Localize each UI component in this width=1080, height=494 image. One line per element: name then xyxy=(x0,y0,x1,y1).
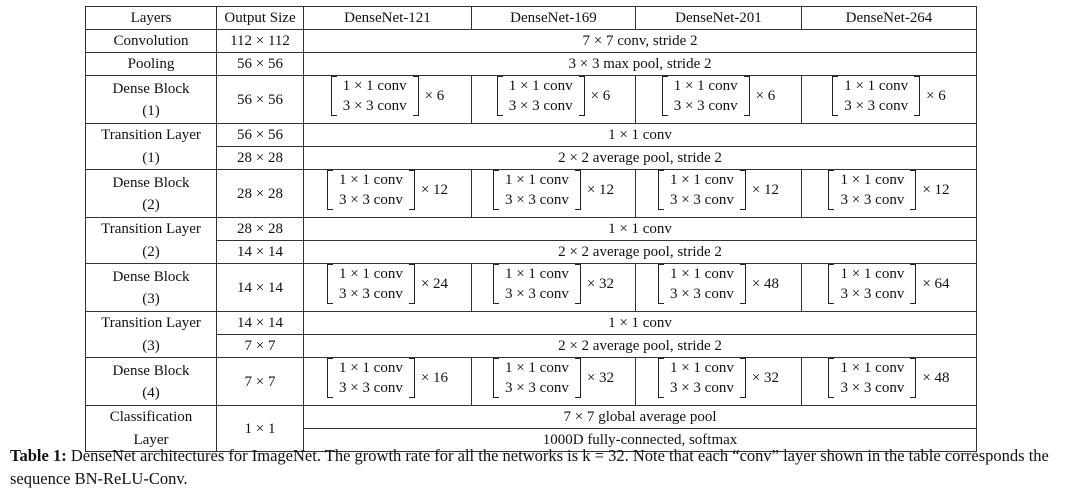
conv-line: 1 × 1 conv xyxy=(840,360,905,376)
conv-block xyxy=(832,76,946,116)
block-multiplier: × 48 xyxy=(922,370,950,386)
conv-line: 1 × 1 conv xyxy=(669,172,734,188)
output-size-cell: 7 × 7 xyxy=(217,358,304,406)
layer-name-cell xyxy=(86,358,217,406)
output-size-cell: 28 × 28 xyxy=(217,170,304,218)
caption-text: DenseNet architectures for ImageNet. The growth rate for all the networks is k = 32. Note that each “conv” layer shown in the table corresponds the sequence BN-ReLU-Conv. xyxy=(10,446,1049,488)
conv-line: 3 × 3 conv xyxy=(508,98,573,114)
conv-block xyxy=(493,358,614,398)
header-cell-layers: Layers xyxy=(86,7,217,30)
conv-block xyxy=(327,264,448,304)
output-size-cell: 14 × 14 xyxy=(217,241,304,264)
conv-block xyxy=(828,358,949,398)
conv-line: 1 × 1 conv xyxy=(673,78,738,94)
conv-stack xyxy=(499,264,575,304)
right-bracket-icon xyxy=(740,264,746,304)
layer-description-cell: 1 × 1 conv xyxy=(304,124,977,147)
right-bracket-icon xyxy=(740,170,746,210)
conv-line: 1 × 1 conv xyxy=(338,172,403,188)
conv-block xyxy=(331,76,445,116)
header-cell-densenet-121: DenseNet-121 xyxy=(304,7,472,30)
conv-line: 3 × 3 conv xyxy=(504,192,569,208)
conv-block-cell xyxy=(636,358,802,406)
block-multiplier: × 32 xyxy=(586,370,615,386)
block-multiplier: × 12 xyxy=(751,182,780,198)
conv-line: 3 × 3 conv xyxy=(504,380,569,396)
conv-block-cell xyxy=(802,358,977,406)
header-cell-output-size: Output Size xyxy=(217,7,304,30)
table-row xyxy=(86,241,977,264)
conv-line: 1 × 1 conv xyxy=(504,360,569,376)
block-multiplier: × 16 xyxy=(420,370,449,386)
layer-index-line: (4) xyxy=(142,384,160,401)
conv-block xyxy=(828,264,949,304)
conv-block xyxy=(327,170,448,210)
block-multiplier: × 32 xyxy=(586,276,615,292)
table-row xyxy=(86,124,977,147)
layer-index-line: (3) xyxy=(142,290,160,307)
header-cell-densenet-169: DenseNet-169 xyxy=(472,7,636,30)
block-multiplier: × 6 xyxy=(590,88,611,104)
layer-name-line: Dense Block xyxy=(112,174,190,191)
layer-name-cell: Transition Layer xyxy=(86,312,217,335)
output-size-cell: 112 × 112 xyxy=(217,30,304,53)
output-size-cell: 1 × 1 xyxy=(217,406,304,452)
layer-description-cell: 2 × 2 average pool, stride 2 xyxy=(304,147,977,170)
conv-stack xyxy=(834,170,910,210)
conv-block-cell xyxy=(304,76,472,124)
right-bracket-icon xyxy=(744,76,750,116)
conv-line: 1 × 1 conv xyxy=(504,172,569,188)
layer-name-cell xyxy=(86,76,217,124)
conv-stack xyxy=(834,264,910,304)
right-bracket-icon xyxy=(910,358,916,398)
conv-block xyxy=(662,76,776,116)
block-multiplier: × 32 xyxy=(751,370,780,386)
conv-stack xyxy=(333,358,409,398)
conv-block xyxy=(493,170,614,210)
header-cell-densenet-264: DenseNet-264 xyxy=(802,7,977,30)
conv-stack xyxy=(333,170,409,210)
conv-line: 3 × 3 conv xyxy=(669,286,734,302)
conv-line: 3 × 3 conv xyxy=(338,380,403,396)
layer-name-line: Dense Block xyxy=(112,362,190,379)
right-bracket-icon xyxy=(575,170,581,210)
conv-line: 1 × 1 conv xyxy=(342,78,407,94)
conv-block-cell xyxy=(304,264,472,312)
right-bracket-icon xyxy=(575,264,581,304)
conv-stack xyxy=(838,76,914,116)
conv-stack xyxy=(499,170,575,210)
conv-line: 3 × 3 conv xyxy=(844,98,909,114)
conv-line: 1 × 1 conv xyxy=(840,266,905,282)
conv-block xyxy=(658,264,779,304)
block-multiplier: × 48 xyxy=(751,276,780,292)
block-multiplier: × 6 xyxy=(755,88,776,104)
conv-stack xyxy=(834,358,910,398)
output-size-cell: 56 × 56 xyxy=(217,53,304,76)
conv-line: 3 × 3 conv xyxy=(840,286,905,302)
conv-block-cell xyxy=(304,358,472,406)
conv-line: 3 × 3 conv xyxy=(669,192,734,208)
right-bracket-icon xyxy=(740,358,746,398)
layer-description-cell: 1000D fully-connected, softmax xyxy=(304,429,977,452)
table-header-row xyxy=(86,7,977,30)
conv-block xyxy=(497,76,611,116)
output-size-cell: 56 × 56 xyxy=(217,124,304,147)
conv-block-cell xyxy=(472,170,636,218)
block-multiplier: × 12 xyxy=(420,182,449,198)
conv-line: 3 × 3 conv xyxy=(338,192,403,208)
conv-line: 1 × 1 conv xyxy=(508,78,573,94)
caption-label: Table 1: xyxy=(10,446,67,465)
table-row xyxy=(86,218,977,241)
layer-name-line: Dense Block xyxy=(112,80,190,97)
conv-block-cell xyxy=(472,76,636,124)
conv-stack xyxy=(333,264,409,304)
table-caption xyxy=(10,444,1072,490)
right-bracket-icon xyxy=(413,76,419,116)
conv-line: 3 × 3 conv xyxy=(338,286,403,302)
layer-description-cell: 2 × 2 average pool, stride 2 xyxy=(304,335,977,358)
layer-description-cell: 2 × 2 average pool, stride 2 xyxy=(304,241,977,264)
conv-block-cell xyxy=(802,76,977,124)
layer-name-cell: Convolution xyxy=(86,30,217,53)
layer-description-cell: 7 × 7 conv, stride 2 xyxy=(304,30,977,53)
conv-line: 1 × 1 conv xyxy=(669,266,734,282)
table-row xyxy=(86,53,977,76)
conv-line: 1 × 1 conv xyxy=(338,266,403,282)
conv-line: 1 × 1 conv xyxy=(669,360,734,376)
table-row xyxy=(86,312,977,335)
conv-stack xyxy=(664,264,740,304)
conv-block xyxy=(658,170,779,210)
conv-stack xyxy=(668,76,744,116)
conv-line: 3 × 3 conv xyxy=(342,98,407,114)
architecture-table-container xyxy=(85,6,976,452)
block-multiplier: × 12 xyxy=(586,182,615,198)
layer-index-line: (1) xyxy=(142,102,160,119)
output-size-cell: 28 × 28 xyxy=(217,218,304,241)
layer-description-cell: 7 × 7 global average pool xyxy=(304,406,977,429)
layer-name-line: Dense Block xyxy=(112,268,190,285)
conv-line: 3 × 3 conv xyxy=(673,98,738,114)
layer-index-cell: (1) xyxy=(86,147,217,170)
block-multiplier: × 24 xyxy=(420,276,449,292)
layer-name-cell: Classification xyxy=(86,406,217,429)
conv-block xyxy=(327,358,448,398)
right-bracket-icon xyxy=(409,170,415,210)
right-bracket-icon xyxy=(910,170,916,210)
layer-description-cell: 1 × 1 conv xyxy=(304,312,977,335)
right-bracket-icon xyxy=(910,264,916,304)
conv-block-cell xyxy=(472,264,636,312)
conv-block xyxy=(493,264,614,304)
layer-name-cell: Transition Layer xyxy=(86,124,217,147)
conv-line: 1 × 1 conv xyxy=(840,172,905,188)
conv-block-cell xyxy=(636,76,802,124)
right-bracket-icon xyxy=(409,358,415,398)
output-size-cell: 7 × 7 xyxy=(217,335,304,358)
output-size-cell: 56 × 56 xyxy=(217,76,304,124)
header-cell-densenet-201: DenseNet-201 xyxy=(636,7,802,30)
layer-name-cell-continued: Layer xyxy=(86,429,217,452)
output-size-cell: 14 × 14 xyxy=(217,264,304,312)
table-row xyxy=(86,335,977,358)
right-bracket-icon xyxy=(409,264,415,304)
conv-block-cell xyxy=(802,170,977,218)
densenet-architecture-table xyxy=(85,6,977,452)
layer-name-cell xyxy=(86,264,217,312)
conv-block-cell xyxy=(472,358,636,406)
table-row xyxy=(86,358,977,406)
right-bracket-icon xyxy=(914,76,920,116)
table-row xyxy=(86,264,977,312)
conv-block-cell xyxy=(802,264,977,312)
conv-line: 1 × 1 conv xyxy=(504,266,569,282)
layer-name-cell: Pooling xyxy=(86,53,217,76)
layer-index-cell: (3) xyxy=(86,335,217,358)
layer-description-cell: 1 × 1 conv xyxy=(304,218,977,241)
block-multiplier: × 64 xyxy=(922,276,950,292)
conv-block xyxy=(828,170,949,210)
output-size-cell: 28 × 28 xyxy=(217,147,304,170)
conv-line: 3 × 3 conv xyxy=(504,286,569,302)
conv-line: 1 × 1 conv xyxy=(844,78,909,94)
conv-block-cell xyxy=(636,170,802,218)
conv-block-cell xyxy=(636,264,802,312)
layer-index-line: (2) xyxy=(142,196,160,213)
table-row xyxy=(86,170,977,218)
conv-line: 3 × 3 conv xyxy=(840,380,905,396)
right-bracket-icon xyxy=(575,358,581,398)
conv-block-cell xyxy=(304,170,472,218)
conv-stack xyxy=(499,358,575,398)
table-row xyxy=(86,147,977,170)
right-bracket-icon xyxy=(579,76,585,116)
block-multiplier: × 12 xyxy=(922,182,950,198)
conv-stack xyxy=(503,76,579,116)
block-multiplier: × 6 xyxy=(926,88,946,104)
block-multiplier: × 6 xyxy=(424,88,445,104)
output-size-cell: 14 × 14 xyxy=(217,312,304,335)
conv-stack xyxy=(664,358,740,398)
conv-stack xyxy=(337,76,413,116)
table-row xyxy=(86,406,977,429)
table-row xyxy=(86,30,977,53)
layer-description-cell: 3 × 3 max pool, stride 2 xyxy=(304,53,977,76)
conv-block xyxy=(658,358,779,398)
conv-line: 3 × 3 conv xyxy=(669,380,734,396)
table-row xyxy=(86,76,977,124)
conv-line: 3 × 3 conv xyxy=(840,192,905,208)
layer-name-cell xyxy=(86,170,217,218)
conv-stack xyxy=(664,170,740,210)
layer-index-cell: (2) xyxy=(86,241,217,264)
conv-line: 1 × 1 conv xyxy=(338,360,403,376)
layer-name-cell: Transition Layer xyxy=(86,218,217,241)
